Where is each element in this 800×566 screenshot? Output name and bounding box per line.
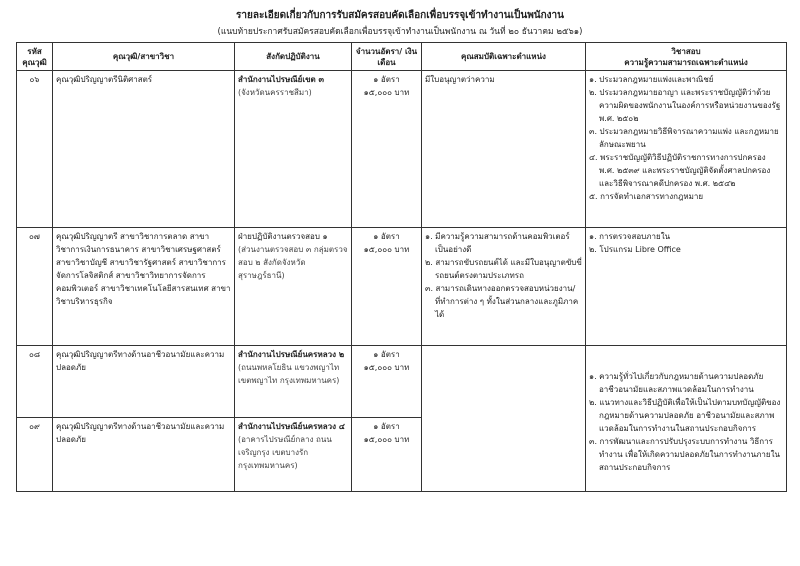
row-qualification: [422, 228, 586, 346]
subject-item: ๒. แนวทางและวิธีปฏิบัติเพื่อให้เป็นไปตามบทบัญญัติของกฎหมายด้านความปลอดภัย อาชีวอนามัยและสภาพแวดล้อมในการทำงานในสถานประกอบกิจการ: [589, 398, 781, 433]
subject-item: ๑. ประมวลกฎหมายแพ่งและพาณิชย์: [589, 75, 714, 84]
table-header-row: [17, 43, 787, 71]
unit-name: สำนักงานไปรษณีย์เขต ๓: [238, 75, 324, 84]
row-code: ๐๗: [17, 228, 53, 346]
qualification-list: [425, 230, 582, 321]
header-qualification: คุณสมบัติเฉพาะตำแหน่ง: [422, 43, 586, 71]
unit-detail: (จังหวัดนครราชสีมา): [238, 88, 312, 97]
row-code: ๐๙: [17, 418, 53, 492]
salary-value: ๑๕,๐๐๐ บาท: [363, 435, 410, 444]
qualification-item: ๓. สามารถเดินทางออกตรวจสอบหน่วยงาน/ที่ทำการต่าง ๆ ทั้งในส่วนกลางและภูมิภาคได้: [425, 284, 579, 319]
subject-item: ๒. โปรแกรม Libre Office: [589, 245, 681, 254]
row-code: ๐๘: [17, 346, 53, 418]
document-subtitle: (แนบท้ายประกาศรับสมัครสอบคัดเลือกเพื่อบรรจุเข้าทำงานเป็นพนักงาน ณ วันที่ ๒๐ ธันวาคม ๒๕๖๑): [217, 27, 583, 37]
unit-name: สำนักงานไปรษณีย์นครหลวง ๔: [238, 422, 345, 431]
document-title: รายละเอียดเกี่ยวกับการรับสมัครสอบคัดเลือกเพื่อบรรจุเข้าทำงานเป็นพนักงาน: [235, 10, 565, 21]
unit-name: ฝ่ายปฏิบัติงานตรวจสอบ ๑: [238, 232, 328, 241]
row-degree: คุณวุฒิปริญญาตรีทางด้านอาชีวอนามัยและความปลอดภัย: [53, 346, 235, 418]
row-degree: คุณวุฒิปริญญาตรีนิติศาสตร์: [53, 71, 235, 228]
header-degree: คุณวุฒิ/สาขาวิชา: [53, 43, 235, 71]
count-value: ๑ อัตรา: [373, 232, 400, 241]
row-qualification: [422, 71, 586, 228]
subject-item: ๓. ประมวลกฎหมายวิธีพิจารณาความแพ่ง และกฎหมายลักษณะพยาน: [589, 127, 779, 149]
row-degree: คุณวุฒิปริญญาตรี สาขาวิชาการตลาด สาขาวิชาการเงินการธนาคาร สาขาวิชาเศรษฐศาสตร์ สาขาวิชาบัญชี สาขาวิชารัฐศาสตร์ สาขาวิชาการจัดการโลจิสติกส์ สาขาวิชาวิทยาการจัดการ คอมพิวเตอร์ สาขาวิชาเทคโนโลยีสารสนเทศ สาขาวิชาบริหารธุรกิจ: [53, 228, 235, 346]
table-row: [17, 71, 787, 228]
qualification-item: ๑. มีความรู้ความสามารถด้านคอมพิวเตอร์เป็นอย่างดี: [425, 232, 570, 254]
subject-item: ๓. การพัฒนาและการปรับปรุงระบบการทำงาน วิธีการทำงาน เพื่อให้เกิดความปลอดภัยในการทำงานภายในสถานประกอบกิจการ: [589, 437, 780, 472]
row-count: [352, 71, 422, 228]
qualification-item: มีใบอนุญาตว่าความ: [425, 75, 495, 84]
subject-list: [589, 230, 783, 256]
header-count: จำนวนอัตรา/ เงินเดือน: [352, 43, 422, 71]
row-unit: [235, 418, 352, 492]
subject-item: ๑. การตรวจสอบภายใน: [589, 232, 671, 241]
row-count: [352, 418, 422, 492]
header-unit: สังกัดปฏิบัติงาน: [235, 43, 352, 71]
row-subjects: [586, 71, 787, 228]
subject-list: [589, 73, 783, 203]
subject-item: ๕. การจัดทำเอกสารทางกฎหมาย: [589, 192, 704, 201]
row-subjects: [586, 228, 787, 346]
row-qualification: [422, 346, 586, 492]
subject-item: ๔. พระราชบัญญัติวิธีปฏิบัติราชการทางการปกครอง พ.ศ. ๒๕๓๙ และพระราชบัญญัติจัดตั้งศาลปกครองและวิธีพิจารณาคดีปกครอง พ.ศ. ๒๕๔๒: [589, 153, 771, 188]
header-subject-title: วิชาสอบ: [671, 46, 701, 56]
subject-list: [589, 370, 783, 474]
header-subject: [586, 43, 787, 71]
count-value: ๑ อัตรา: [373, 422, 400, 431]
count-value: ๑ อัตรา: [373, 350, 400, 359]
table-row: [17, 228, 787, 346]
row-count: [352, 346, 422, 418]
row-unit: [235, 71, 352, 228]
salary-value: ๑๕,๐๐๐ บาท: [363, 88, 410, 97]
salary-value: ๑๕,๐๐๐ บาท: [363, 245, 410, 254]
header-subject-sub: ความรู้ความสามารถเฉพาะตำแหน่ง: [624, 57, 748, 67]
table-row: [17, 346, 787, 418]
row-unit: [235, 346, 352, 418]
qualification-item: ๒. สามารถขับรถยนต์ได้ และมีใบอนุญาตขับขี่รถยนต์ตรงตามประเภทรถ: [425, 258, 582, 280]
unit-detail: (ส่วนงานตรวจสอบ ๓ กลุ่มตรวจสอบ ๒ สังกัดจังหวัดสุราษฎร์ธานี): [238, 245, 348, 280]
subject-item: ๒. ประมวลกฎหมายอาญา และพระราชบัญญัติว่าด้วยความผิดของพนักงานในองค์การหรือหน่วยงานของรัฐ พ.ศ. ๒๕๐๒: [589, 88, 781, 123]
row-degree: คุณวุฒิปริญญาตรีทางด้านอาชีวอนามัยและความปลอดภัย: [53, 418, 235, 492]
row-code: ๐๖: [17, 71, 53, 228]
count-value: ๑ อัตรา: [373, 75, 400, 84]
header-code: รหัส คุณวุฒิ: [17, 43, 53, 71]
subject-item: ๑. ความรู้ทั่วไปเกี่ยวกับกฎหมายด้านความปลอดภัย อาชีวอนามัยและสภาพแวดล้อมในการทำงาน: [589, 372, 764, 394]
positions-table: [16, 42, 787, 492]
salary-value: ๑๕,๐๐๐ บาท: [363, 363, 410, 372]
row-unit: [235, 228, 352, 346]
row-count: [352, 228, 422, 346]
unit-name: สำนักงานไปรษณีย์นครหลวง ๒: [238, 350, 345, 359]
row-subjects-shared: [586, 346, 787, 492]
unit-detail: (อาคารไปรษณีย์กลาง ถนนเจริญกรุง เขตบางรัก กรุงเทพมหานคร): [238, 435, 332, 470]
unit-detail: (ถนนพหลโยธิน แขวงพญาไท เขตพญาไท กรุงเทพมหานคร): [238, 363, 340, 385]
